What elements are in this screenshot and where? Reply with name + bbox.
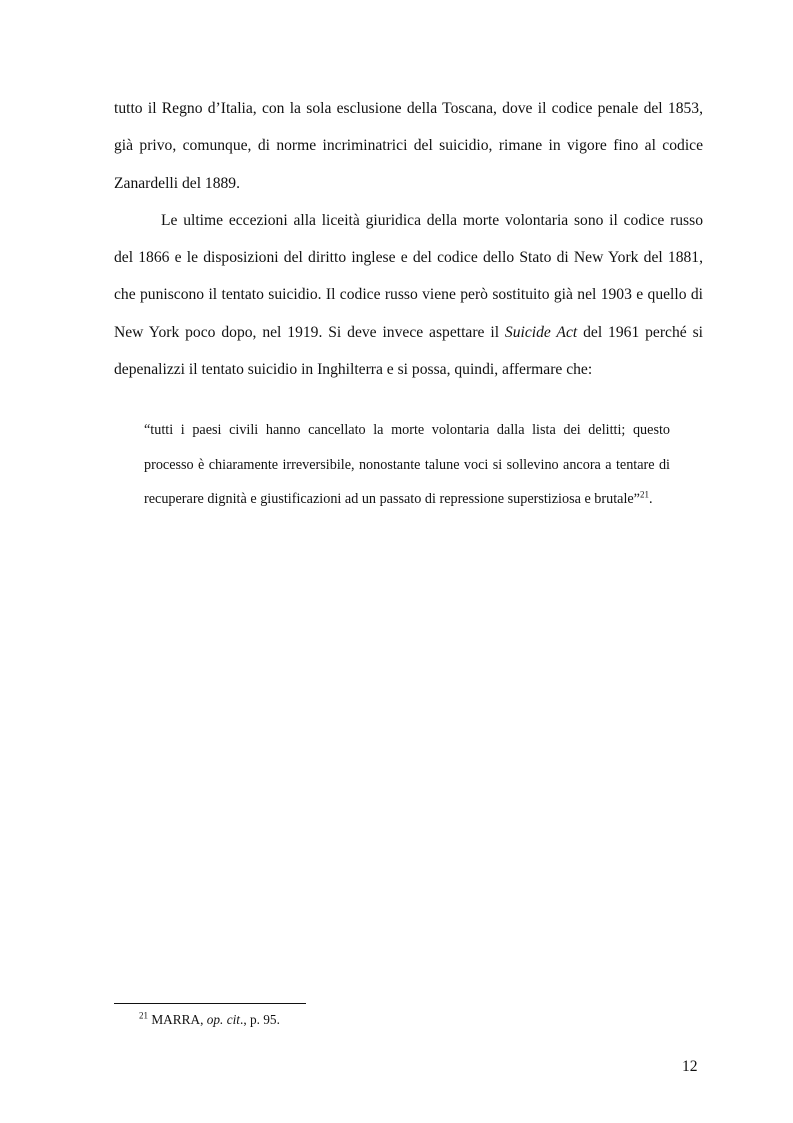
block-quote xyxy=(144,413,670,517)
footnote-author: MARRA, xyxy=(148,1012,207,1027)
footnote-rest: ., p. 95. xyxy=(240,1012,280,1027)
paragraph-2 xyxy=(114,202,703,388)
paragraph-2-text-a: Le ultime eccezioni alla liceità giuridica della morte volontaria sono il codice russo del 1866 e le disposizioni del diritto inglese e del codice dello Stato di New York del 1881, che puniscono il tentato suicidio. Il codice russo viene però sostituito già nel 1903 e quello di New York poco dopo, nel 1919. Si deve invece aspettare il xyxy=(114,211,703,341)
paragraph-2-text-b: del 1961 perché si depenalizzi il tentato suicidio in Inghilterra e si possa, quindi, affermare che: xyxy=(114,323,703,379)
quote-text: “tutti i paesi civili hanno cancellato la morte volontaria dalla lista dei delitti; questo processo è chiaramente irreversibile, nonostante talune voci si sollevino ancora a tentare di recuperare dignità e giustificazioni ad un passato di repressione superstiziosa e brutale” xyxy=(144,422,670,507)
footnote-reference[interactable]: 21 xyxy=(639,489,649,500)
footnote-number: 21 xyxy=(139,1010,148,1021)
footnote xyxy=(139,1010,280,1030)
paragraph-1: tutto il Regno d’Italia, con la sola esclusione della Toscana, dove il codice penale del 1853, già privo, comunque, di norme incriminatrici del suicidio, rimane in vigore fino al codice Zanardelli del 1889. xyxy=(114,100,703,192)
quote-end-punct: . xyxy=(648,491,653,507)
body-text xyxy=(114,90,703,388)
footnote-divider xyxy=(114,1003,306,1004)
suicide-act-title: Suicide Act xyxy=(504,323,578,341)
footnote-italic: op. cit xyxy=(206,1012,240,1027)
page-number: 12 xyxy=(682,1058,698,1075)
